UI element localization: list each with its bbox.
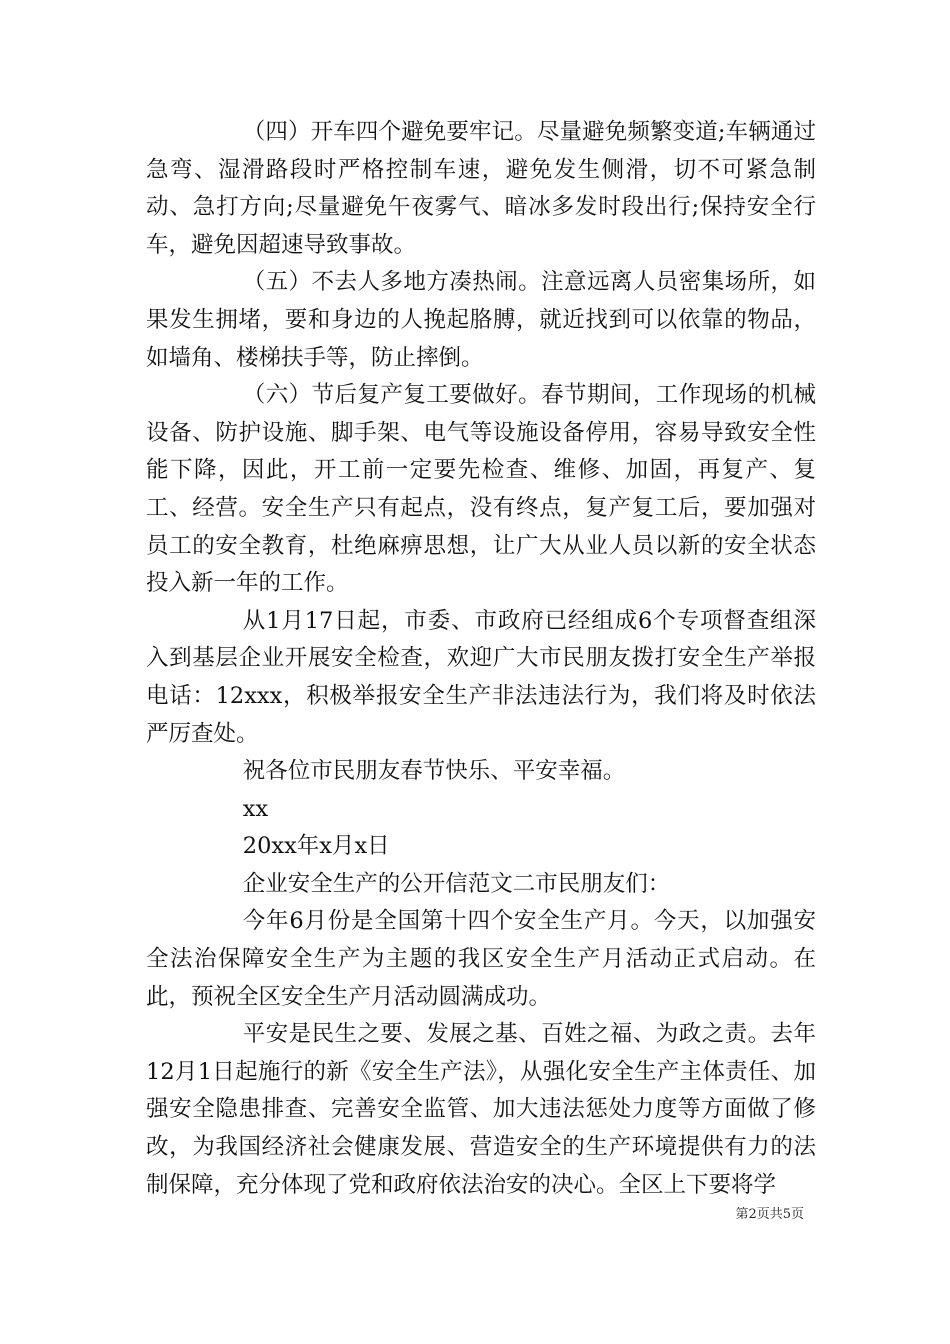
paragraph-signature: xx [242, 795, 269, 822]
paragraph-crowd-safety: （五）不去人多地方凑热闹。注意远离人员密集场所，如果发生拥堵，要和身边的人挽起胳膊，就近找到可以依靠的物品，如墙角、楼梯扶手等，防止摔倒。 [146, 269, 816, 371]
paragraph-letter-two-title: 企业安全生产的公开信范文二市民朋友们： [242, 870, 671, 897]
paragraph-safety-law: 平安是民生之要、发展之基、百姓之福、为政之责。去年12月1日起施行的新《安全生产法》，从强化安全生产主体责任、加强安全隐患排查、完善安全监管、加大违法惩处力度等方面做了修改，为我国经济社会健康发展、营造安全的生产环境提供有力的法制保障，充分体现了党和政府依法治安的决心。全区上下要将学 [146, 1021, 816, 1198]
paragraph-date: 20xx年x月x日 [242, 833, 390, 860]
paragraph-safety-month: 今年6月份是全国第十四个安全生产月。今天，以加强安全法治保障安全生产为主题的我区安全生产月活动正式启动。在此，预祝全区安全生产月活动圆满成功。 [146, 908, 816, 1010]
paragraph-resume-work: （六）节后复产复工要做好。春节期间，工作现场的机械设备、防护设施、脚手架、电气等设施设备停用，容易导致安全性能下降，因此，开工前一定要先检查、维修、加固，再复产、复工、经营。安全生产只有起点，没有终点，复产复工后，要加强对员工的安全教育，杜绝麻痹思想，让广大从业人员以新的安全状态投入新一年的工作。 [146, 382, 816, 597]
document-body [146, 114, 816, 1204]
paragraph-inspection: 从1月17日起，市委、市政府已经组成6个专项督查组深入到基层企业开展安全检查，欢迎广大市民朋友拨打安全生产举报电话：12xxx，积极举报安全生产非法违法行为，我们将及时依法严厉查处。 [146, 607, 816, 747]
paragraph-driving-tips: （四）开车四个避免要牢记。尽量避免频繁变道;车辆通过急弯、湿滑路段时严格控制车速，避免发生侧滑，切不可紧急制动、急打方向;尽量避免午夜雾气、暗冰多发时段出行;保持安全行车，避免因超速导致事故。 [146, 119, 816, 258]
paragraph-greeting: 祝各位市民朋友春节快乐、平安幸福。 [242, 758, 626, 785]
page-number-footer: 第2页共5页 [735, 1207, 804, 1222]
